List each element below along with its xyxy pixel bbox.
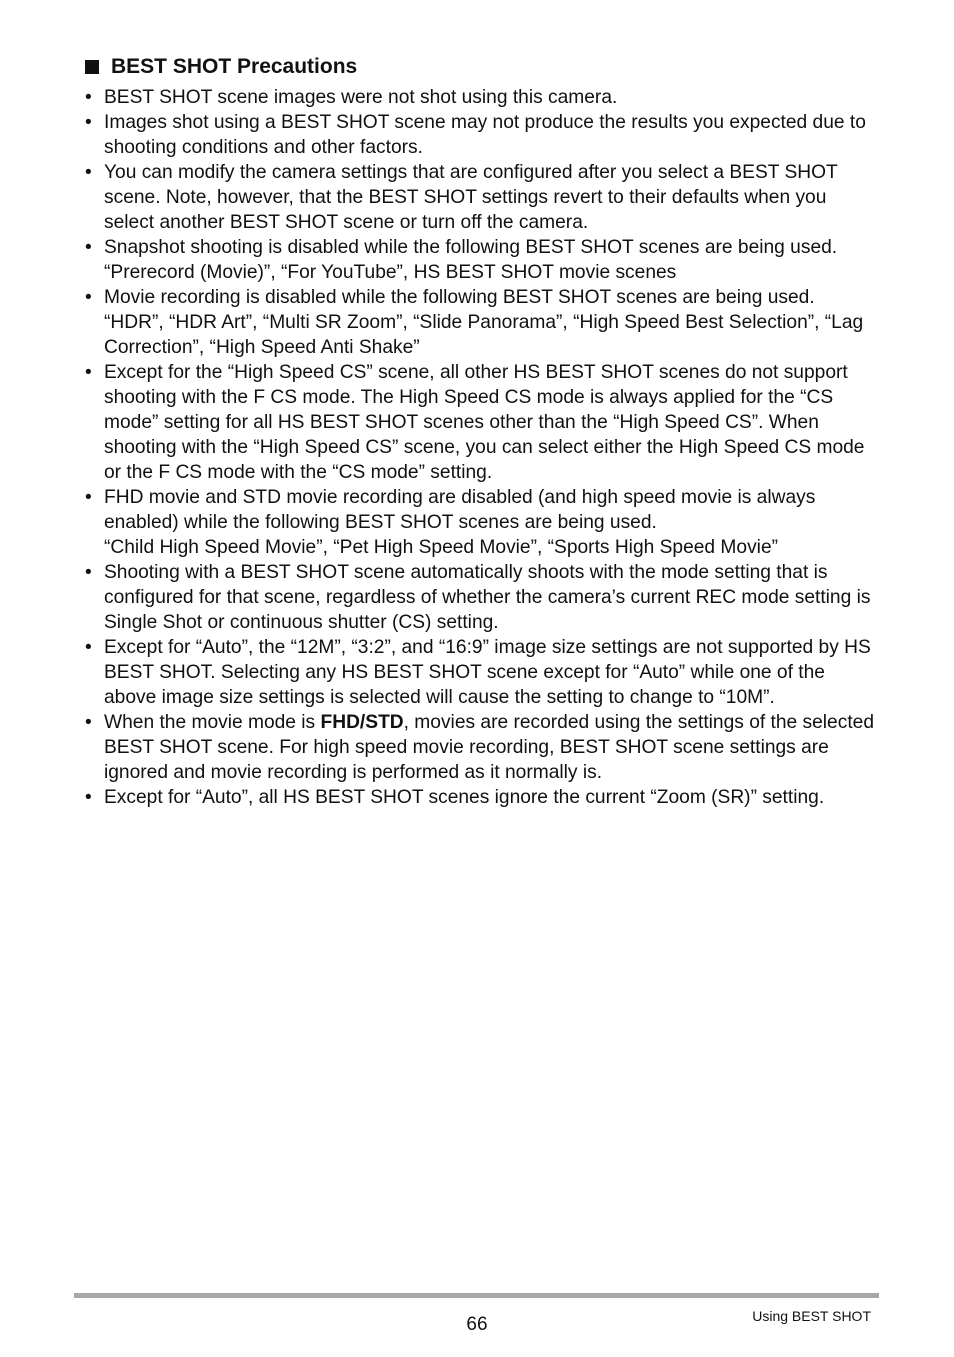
item-text: BEST SHOT scene images were not shot using this camera. xyxy=(104,87,618,108)
item-text: Images shot using a BEST SHOT scene may not produce the results you expected due to shooting conditions and other factors. xyxy=(104,112,866,158)
list-item xyxy=(85,85,875,110)
list-item xyxy=(85,635,875,710)
footer-chapter-title: Using BEST SHOT xyxy=(752,1308,871,1324)
footer-divider xyxy=(74,1293,879,1298)
item-text-after: , movies are recorded using the settings of the selected BEST SHOT scene. For high speed movie recording, BEST SHOT scene settings are ignored and movie recording is performed as it normally is. xyxy=(104,712,874,783)
item-text: FHD movie and STD movie recording are disabled (and high speed movie is always enabled) while the following BEST SHOT scenes are being used. xyxy=(104,487,816,533)
bullet-dot-icon: • xyxy=(85,487,92,508)
section-heading xyxy=(85,53,357,81)
list-item xyxy=(85,285,875,360)
bullet-dot-icon: • xyxy=(85,637,92,658)
item-text: You can modify the camera settings that are configured after you select a BEST SHOT scene. Note, however, that the BEST SHOT settings revert to their defaults when you select another BEST SHOT scene or turn off the camera. xyxy=(104,162,838,233)
bullet-dot-icon: • xyxy=(85,362,92,383)
bullet-dot-icon: • xyxy=(85,112,92,133)
bullet-dot-icon: • xyxy=(85,787,92,808)
bullet-dot-icon: • xyxy=(85,162,92,183)
precautions-list xyxy=(85,85,875,810)
item-text: Shooting with a BEST SHOT scene automatically shoots with the mode setting that is configured for that scene, regardless of whether the camera’s current REC mode setting is Single Shot or continuous shutter (CS) setting. xyxy=(104,562,871,633)
list-item xyxy=(85,235,875,285)
bullet-dot-icon: • xyxy=(85,287,92,308)
section-title: BEST SHOT Precautions xyxy=(111,55,358,78)
bullet-dot-icon: • xyxy=(85,87,92,108)
item-text: Snapshot shooting is disabled while the following BEST SHOT scenes are being used. xyxy=(104,237,838,258)
list-item xyxy=(85,710,875,785)
list-item xyxy=(85,360,875,485)
bullet-dot-icon: • xyxy=(85,712,92,733)
item-sub-text: “Child High Speed Movie”, “Pet High Speed Movie”, “Sports High Speed Movie” xyxy=(104,537,778,558)
list-item xyxy=(85,485,875,560)
item-text-before: When the movie mode is xyxy=(104,712,321,733)
square-bullet-icon xyxy=(85,60,99,74)
item-sub-text: “Prerecord (Movie)”, “For YouTube”, HS BEST SHOT movie scenes xyxy=(104,262,677,283)
list-item xyxy=(85,785,875,810)
item-text: Except for “Auto”, all HS BEST SHOT scenes ignore the current “Zoom (SR)” setting. xyxy=(104,787,825,808)
bullet-dot-icon: • xyxy=(85,562,92,583)
item-sub-text: “HDR”, “HDR Art”, “Multi SR Zoom”, “Slide Panorama”, “High Speed Best Selection”, “Lag Correction”, “High Speed Anti Shake” xyxy=(104,312,864,358)
list-item xyxy=(85,110,875,160)
item-text: Except for the “High Speed CS” scene, all other HS BEST SHOT scenes do not support shooting with the F CS mode. The High Speed CS mode is always applied for the “CS mode” setting for all HS BEST SHOT scenes other than the “High Speed CS”. When shooting with the “High Speed CS” scene, you can select either the High Speed CS mode or the F CS mode with the “CS mode” setting. xyxy=(104,362,865,483)
bullet-dot-icon: • xyxy=(85,237,92,258)
list-item xyxy=(85,560,875,635)
page-number: 66 xyxy=(466,1314,488,1335)
list-item xyxy=(85,160,875,235)
movie-mode-name: FHD/STD xyxy=(320,712,404,733)
item-text: Except for “Auto”, the “12M”, “3:2”, and “16:9” image size settings are not supported by HS BEST SHOT. Selecting any HS BEST SHOT scene except for “Auto” while one of the above image size settings is selected will cause the setting to change to “10M”. xyxy=(104,637,871,708)
item-text: Movie recording is disabled while the following BEST SHOT scenes are being used. xyxy=(104,287,815,308)
